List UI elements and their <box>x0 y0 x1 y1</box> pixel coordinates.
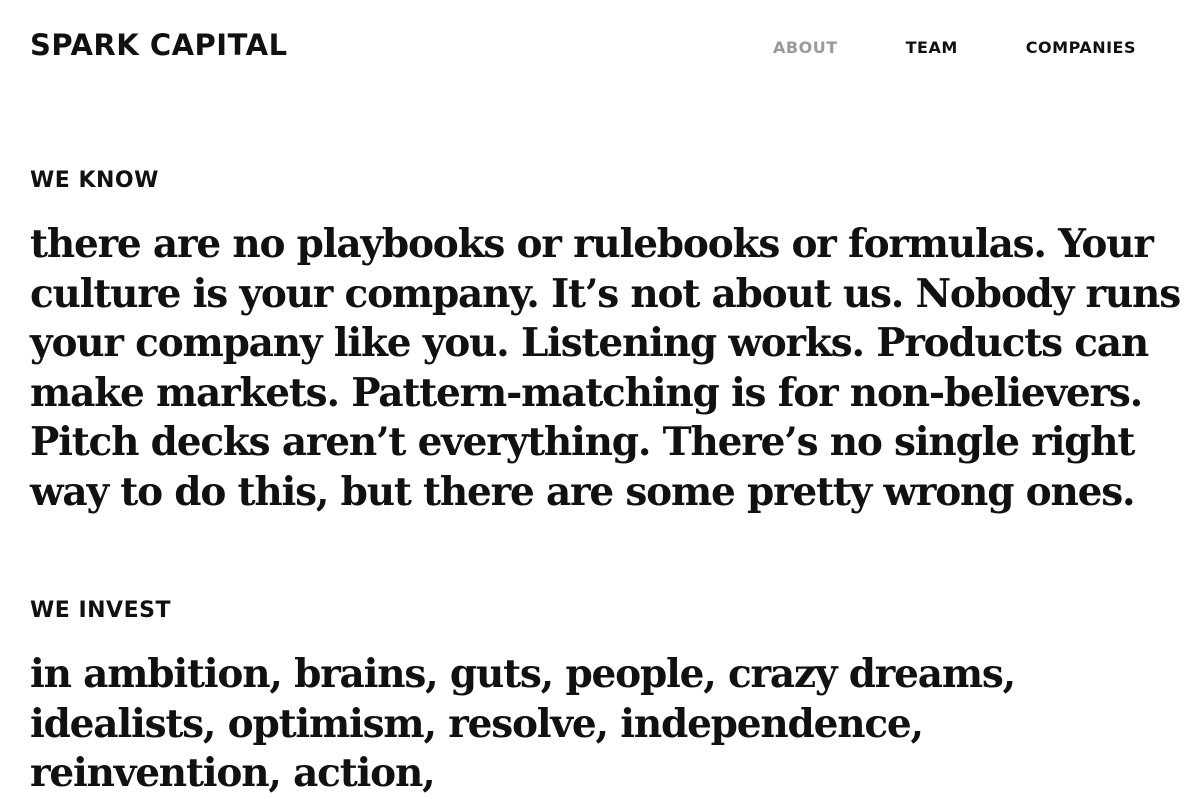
nav-companies-link[interactable]: COMPANIES <box>1025 38 1136 57</box>
we-know-section <box>30 168 1180 517</box>
main-nav <box>773 38 1136 58</box>
we-know-text: there are no playbooks or rulebooks or formulas. Your culture is your company. It’s not about us. Nobody runs your company like you. Listening works. Products can make markets. Pattern-matching is for non-believers. Pitch decks aren’t everything. There’s no single right way to do this, but there are some pretty wrong ones. <box>30 221 1180 515</box>
we-invest-section <box>30 598 1180 799</box>
nav-team-link[interactable]: TEAM <box>905 38 958 57</box>
nav-about-link[interactable]: ABOUT <box>773 38 838 57</box>
site-header <box>0 0 1200 90</box>
we-invest-text: in ambition, brains, guts, people, crazy dreams, idealists, optimism, resolve, independence, reinvention, action, <box>30 651 1016 796</box>
we-invest-heading: WE INVEST <box>30 598 171 623</box>
we-know-heading: WE KNOW <box>30 168 159 193</box>
spark-capital-logo[interactable]: SPARK CAPITAL <box>30 28 288 62</box>
